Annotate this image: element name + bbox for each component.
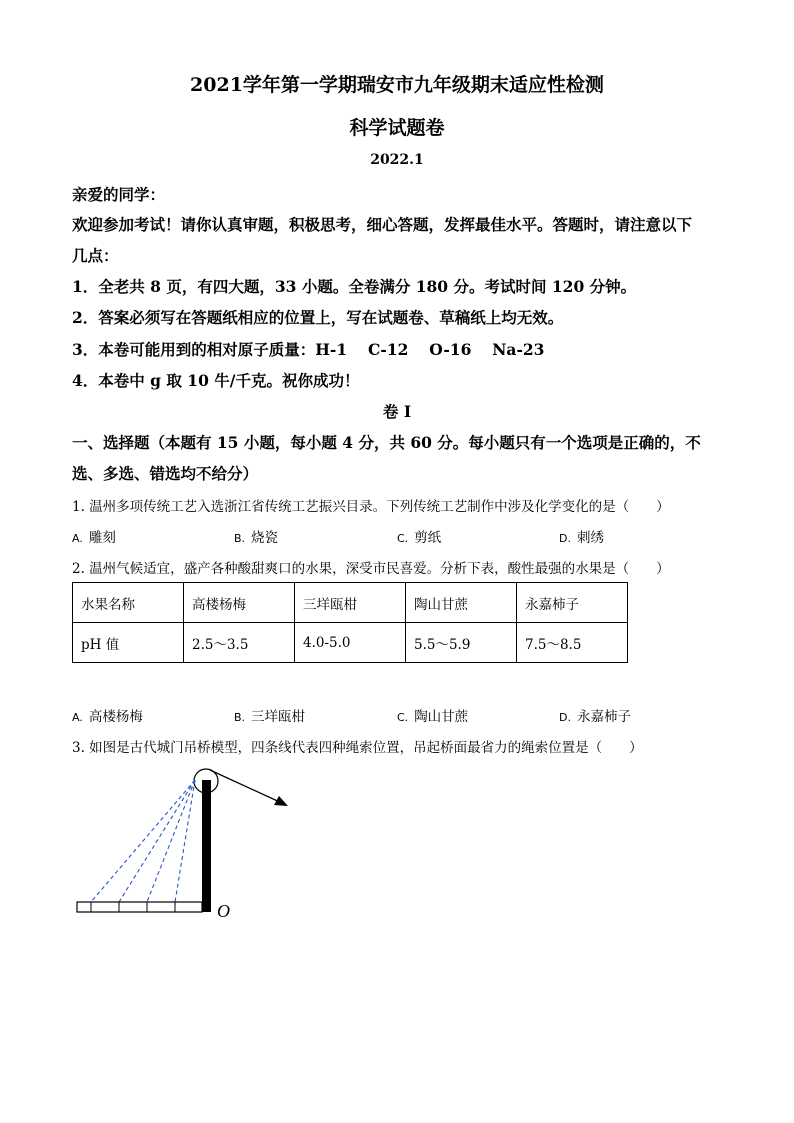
pivot-label: O [217,901,230,921]
option-label: D. [559,711,571,724]
drawbridge-diagram [60,760,310,930]
option-text: 高楼杨梅 [88,709,143,725]
table-cell: 7.5～8.5 [517,623,628,663]
table-cell: 4.0-5.0 [295,623,406,663]
section-heading-line-1: 一、选择题（本题有 15 小题，每小题 4 分，共 60 分。每小题只有一个选项是正确的，不 [72,433,701,452]
ph-table [72,582,628,663]
exam-title: 2021学年第一学期瑞安市九年级期末适应性检测 [190,74,604,96]
exam-subtitle: 科学试题卷 [349,117,445,139]
exam-date: 2022.1 [370,152,424,168]
table-row [73,623,628,663]
q2-option-d[interactable] [559,705,631,725]
option-text: 刺绣 [576,530,604,546]
pull-direction-line [210,770,284,804]
q2-option-a[interactable] [72,705,143,725]
notice-item-3: 3．本卷可能用到的相对原子质量：H-1 C-12 O-16 Na-23 [72,340,545,359]
intro-line-2: 几点： [72,246,119,265]
q1-option-a[interactable] [72,526,116,546]
table-cell: 5.5～5.9 [406,623,517,663]
table-cell: 水果名称 [73,583,184,623]
bridge-deck [77,902,202,912]
option-label: D. [559,532,571,545]
notice-item-4: 4．本卷中 g 取 10 牛/千克。祝你成功！ [72,371,360,390]
table-cell: 2.5～3.5 [184,623,295,663]
option-text: 永嘉柿子 [576,709,631,725]
notice-item-1: 1．全老共 8 页，有四大题，33 小题。全卷满分 180 分。考试时间 120 分钟。 [72,277,637,296]
table-cell: pH 值 [73,623,184,663]
option-text: 烧瓷 [251,530,279,546]
tower-pole [202,780,211,912]
rope-line-2 [119,780,195,902]
table-cell: 陶山甘蔗 [406,583,517,623]
volume-heading: 卷 I [382,402,412,421]
q2-option-b[interactable] [234,705,305,725]
rope-line-4 [175,780,195,902]
q1-option-c[interactable] [397,526,441,546]
rope-line-1 [91,780,195,902]
q1-stem: 1. 温州多项传统工艺入选浙江省传统工艺振兴目录。下列传统工艺制作中涉及化学变化的是（ ） [72,499,670,515]
table-row [73,583,628,623]
option-text: 剪纸 [414,530,442,546]
option-label: A. [72,711,83,724]
option-text: 雕刻 [88,530,116,546]
option-label: B. [234,532,246,545]
q3-stem: 3. 如图是古代城门吊桥模型，四条线代表四种绳索位置，吊起桥面最省力的绳索位置是（ ） [72,740,643,756]
q1-option-d[interactable] [559,526,604,546]
intro-line-1: 欢迎参加考试！请你认真审题，积极思考，细心答题，发挥最佳水平。答题时，请注意以下 [72,215,693,234]
option-label: C. [397,532,409,545]
notice-item-2: 2．答案必须写在答题纸相应的位置上，写在试题卷、草稿纸上均无效。 [72,308,564,327]
option-label: A. [72,532,83,545]
option-text: 陶山甘蔗 [414,709,469,725]
option-text: 三垟瓯柑 [251,709,306,725]
option-label: C. [397,711,409,724]
table-cell: 高楼杨梅 [184,583,295,623]
rope-line-3 [147,780,195,902]
table-cell: 永嘉柿子 [517,583,628,623]
q1-option-b[interactable] [234,526,278,546]
section-heading-line-2: 选、多选、错选均不给分） [72,464,259,483]
table-cell: 三垟瓯柑 [295,583,406,623]
q2-option-c[interactable] [397,705,468,725]
greeting: 亲爱的同学： [72,185,166,204]
option-label: B. [234,711,246,724]
q2-stem: 2. 温州气候适宜，盛产各种酸甜爽口的水果，深受市民喜爱。分析下表，酸性最强的水果是（ ） [72,561,670,577]
